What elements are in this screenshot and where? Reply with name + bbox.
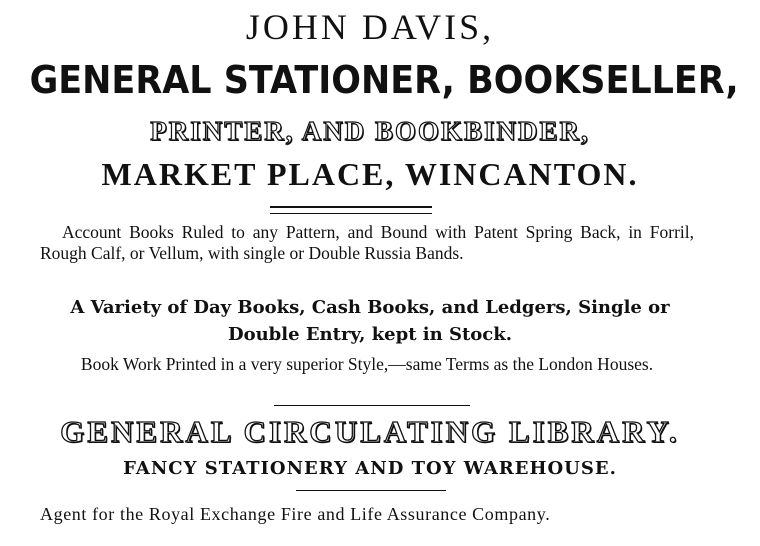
agent-notice: Agent for the Royal Exchange Fire and Life Assurance Company. — [40, 504, 551, 524]
rule-divider-upper — [274, 405, 470, 406]
book-work-paragraph: Book Work Printed in a very superior Style,—same Terms as the London Houses. — [80, 354, 654, 374]
address-heading: MARKET PLACE, WINCANTON. — [101, 156, 639, 192]
day-books-paragraph: A Variety of Day Books, Cash Books, and Ledgers, Single or Double Entry, kept in Stock. — [70, 297, 670, 345]
proprietor-name: JOHN DAVIS, — [245, 7, 495, 47]
printer-bookbinder-heading: PRINTER, AND BOOKBINDER, — [150, 116, 590, 146]
library-heading: GENERAL CIRCULATING LIBRARY. — [60, 414, 680, 449]
fancy-stationery-heading: FANCY STATIONERY AND TOY WAREHOUSE. — [123, 458, 617, 479]
rule-divider-lower — [296, 490, 446, 491]
trade-heading: GENERAL STATIONER, BOOKSELLER, — [29, 58, 739, 102]
account-books-paragraph: Account Books Ruled to any Pattern, and Bound with Patent Spring Back, in Forril, Rough Calf, or Vellum, with single or Double Russia Bands. — [40, 222, 694, 263]
double-rule-divider — [270, 206, 432, 214]
